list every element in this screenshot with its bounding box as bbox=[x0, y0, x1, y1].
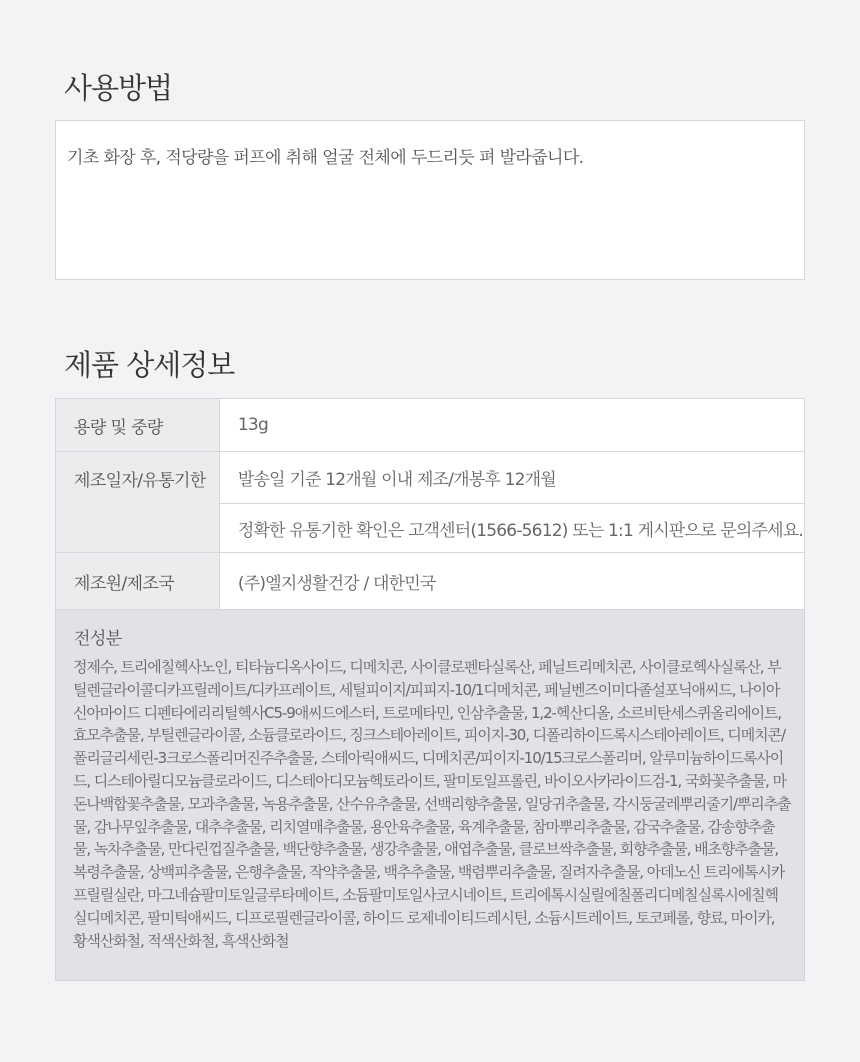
table-row bbox=[56, 553, 805, 610]
ingredients-title: 전성분 bbox=[74, 629, 122, 649]
ingredients-panel bbox=[55, 610, 805, 981]
expiry-label: 제조일자/유통기한 bbox=[56, 452, 220, 553]
capacity-label: 용량 및 중량 bbox=[56, 399, 220, 452]
table-row bbox=[56, 452, 805, 504]
details-section-title: 제품 상세정보 bbox=[64, 348, 235, 382]
usage-box bbox=[55, 120, 805, 280]
usage-text: 기초 화장 후, 적당량을 퍼프에 취해 얼굴 전체에 두드리듯 펴 발라줍니다. bbox=[67, 148, 584, 168]
product-details-table bbox=[55, 398, 805, 610]
usage-section-title: 사용방법 bbox=[64, 71, 173, 105]
table-row bbox=[56, 399, 805, 452]
expiry-note: 정확한 유통기한 확인은 고객센터(1566-5612) 또는 1:1 게시판으로 문의주세요. bbox=[219, 504, 804, 553]
manufacturer-value: (주)엘지생활건강 / 대한민국 bbox=[219, 553, 804, 610]
manufacturer-label: 제조원/제조국 bbox=[56, 553, 220, 610]
ingredients-text: 정제수, 트리에칠헥사노인, 티타늄디옥사이드, 디메치콘, 사이클로펜타실록산, 페닐트리메치콘, 사이클로헥사실록산, 부틸렌글라이콜디카프릴레이트/디카프레이트, 세틸피이지/피피지-10/1디메치콘, 페닐벤즈이미다졸설포닉애씨드, 나이아신아마이드 디펜타에리리틸헥사C5-9애씨드에스터, 트로메타민, 인삼추출물, 1,2-헥산디올, 소르비탄세스퀴올리에이트, 효모추출물, 부틸렌글라이콜, 소듐클로라이드, 징크스테아레이트, 피이지-30, 디폴리하이드록시스테아레이트, 디메치콘/폴리글리세린-3크로스폴리머진주추출물, 스테아릭애씨드, 디메치콘/피이지-10/15크로스폴리머, 알루미늄하이드록사이드, 디스테아릴디모늄클로라이드, 디스테아디모늄헥토라이트, 팔미토일프롤린, 바이오사카라이드검-1, 국화꽃추출물, 마돈나백합꽃추출물, 모과추출물, 녹용추출물, 산수유추출물, 선백리향추출물, 일당귀추출물, 각시둥굴레뿌리줄기/뿌리추출물, 감나무잎추출물, 대추추출물, 리치열매추출물, 용안육추출물, 육계추출물, 참마뿌리추출물, 감국추출물, 감송향추출물, 녹차추출물, 만다린껍질추출물, 백단향추출물, 생강추출물, 애엽추출물, 클로브싹추출물, 회향추출물, 배초향추출물, 복령추출물, 상백피추출물, 은행추출물, 작약추출물, 백추추출물, 백렴뿌리추출물, 질려자추출물, 아데노신 트리에톡시카프릴릴실란, 마그네슘팔미토일글루타메이트, 소듐팔미토일사코시네이트, 트리에톡시실릴에칠폴리디메칠실록시에칠헥실디메치콘, 팔미틱애씨드, 디프로필렌글라이콜, 하이드 로제네이티드레시틴, 소듐시트레이트, 토코페롤, 향료, 마이카, 황색산화철, 적색산화철, 흑색산화철 bbox=[73, 658, 791, 950]
expiry-value: 발송일 기준 12개월 이내 제조/개봉후 12개월 bbox=[219, 452, 804, 504]
capacity-value: 13g bbox=[219, 399, 804, 452]
